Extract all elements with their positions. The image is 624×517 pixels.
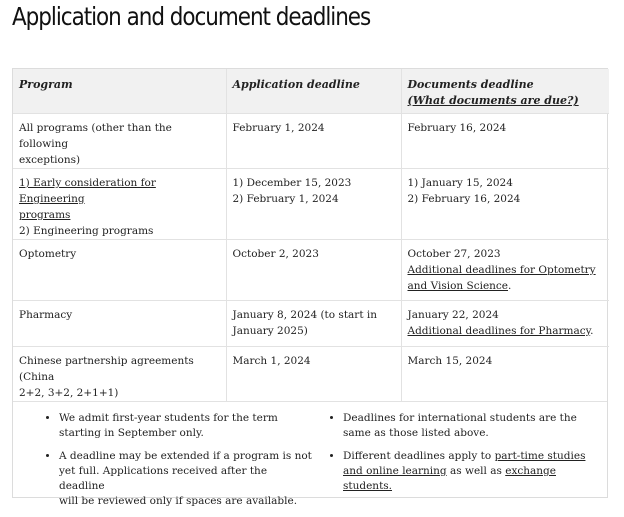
note-text: as well as [446, 465, 506, 477]
early-consideration-engineering-link[interactable]: programs [19, 209, 71, 221]
documents-date: March 15, 2024 [407, 355, 493, 367]
documents-date: 2) February 16, 2024 [407, 193, 521, 205]
documents-date: February 16, 2024 [407, 122, 507, 134]
note-text: starting in September only. [59, 427, 204, 439]
documents-date: 1) January 15, 2024 [407, 177, 513, 189]
note-text: • A deadline may be extended if a program is not [59, 450, 312, 462]
part-time-studies-link[interactable]: part-time studies [494, 450, 586, 462]
application-cell [226, 240, 401, 301]
documents-cell [401, 114, 609, 169]
documents-cell [401, 169, 609, 240]
application-date: January 2025) [232, 325, 308, 337]
program-cell [13, 240, 226, 301]
program-text: All programs (other than the following [19, 122, 172, 150]
table-header-row [13, 69, 609, 114]
documents-cell [401, 240, 609, 301]
header-application-deadline: Application deadline [226, 69, 401, 114]
program-cell [13, 114, 226, 169]
notes-list-left [13, 411, 313, 517]
punctuation: . [590, 325, 594, 337]
note-text: • Deadlines for international students are the [343, 412, 577, 424]
program-text: 2) Engineering programs [19, 225, 154, 237]
application-date: February 1, 2024 [232, 122, 325, 134]
program-text: exceptions) [19, 154, 81, 166]
page-title: Application and document deadlines [12, 2, 371, 31]
program-text: Chinese partnership agreements (China [19, 355, 194, 383]
exchange-students-link[interactable]: exchange [505, 465, 556, 477]
table-row [13, 301, 609, 347]
notes-list-right [313, 411, 607, 517]
program-text: Optometry [19, 248, 77, 260]
note-text: will be reviewed only if spaces are available. [59, 495, 298, 507]
program-text: Pharmacy [19, 309, 73, 321]
punctuation: . [508, 280, 512, 292]
program-cell [13, 169, 226, 240]
early-consideration-engineering-link[interactable]: 1) Early consideration for Engineering [19, 177, 156, 205]
part-time-studies-link[interactable]: and online learning [343, 465, 447, 477]
notes-section [13, 401, 607, 517]
header-documents-label: Documents deadline [407, 78, 534, 91]
program-text: 2+2, 3+2, 2+1+1) [19, 387, 119, 399]
what-documents-link[interactable]: (What documents are due?) [407, 94, 579, 107]
note-item [343, 411, 607, 441]
application-date: October 2, 2023 [232, 248, 319, 260]
exchange-students-link[interactable]: students. [343, 480, 393, 492]
optometry-deadlines-link[interactable]: Additional deadlines for Optometry [407, 264, 596, 276]
application-date: 2) February 1, 2024 [232, 193, 339, 205]
table-row [13, 169, 609, 240]
table-row [13, 240, 609, 301]
documents-cell [401, 347, 609, 402]
note-item [59, 411, 313, 441]
note-item [59, 449, 313, 509]
optometry-deadlines-link[interactable]: and Vision Science [407, 280, 509, 292]
note-text: • We admit first-year students for the term [59, 412, 278, 424]
program-cell [13, 347, 226, 402]
note-text: yet full. Applications received after the deadline [59, 465, 268, 492]
application-cell [226, 169, 401, 240]
application-cell [226, 301, 401, 347]
application-date: 1) December 15, 2023 [232, 177, 352, 189]
pharmacy-deadlines-link[interactable]: Additional deadlines for Pharmacy [407, 325, 591, 337]
application-date: January 8, 2024 (to start in [232, 309, 377, 321]
note-text: same as those listed above. [343, 427, 489, 439]
header-program: Program [19, 78, 73, 91]
program-cell [13, 301, 226, 347]
application-date: March 1, 2024 [232, 355, 311, 367]
deadlines-table [13, 69, 609, 401]
header-documents-deadline [401, 69, 609, 114]
deadlines-card [12, 68, 608, 507]
table-row [13, 347, 609, 402]
documents-date: October 27, 2023 [407, 248, 501, 260]
note-text: Different deadlines apply to [343, 450, 495, 462]
table-row [13, 114, 609, 169]
note-item [343, 449, 607, 494]
application-cell [226, 347, 401, 402]
documents-cell [401, 301, 609, 347]
application-cell [226, 114, 401, 169]
documents-date: January 22, 2024 [407, 309, 499, 321]
